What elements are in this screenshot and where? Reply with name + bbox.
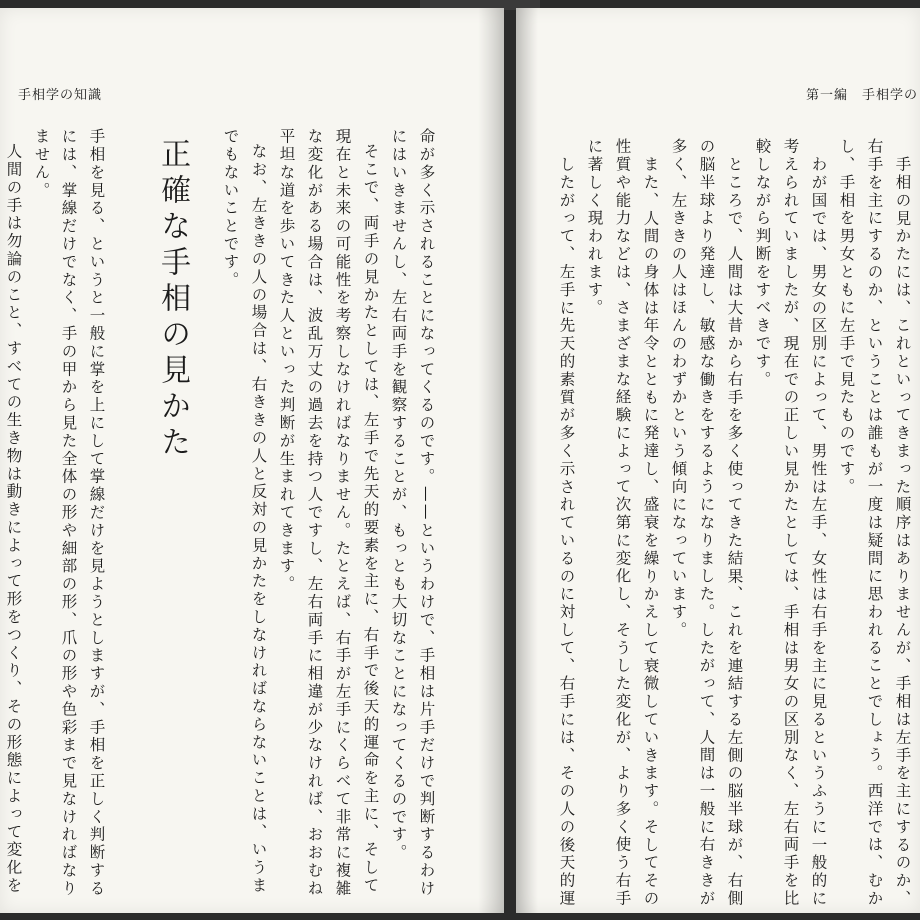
left-text-line: には、掌線だけでなく、手の甲から見た全体の形や細部の形、爪の形や色彩まで見なければなり: [59, 128, 78, 898]
right-text-line: 多く、左ききの人はほんのわずかという傾向になっています。: [669, 138, 688, 640]
left-text-line: なお、左ききの人の場合は、右ききの人と反対の見かたをしなければならないことは、いうま: [249, 143, 268, 895]
left-text-line: にはいきませんし、左右両手を観察することが、もっとも大切なことになってくるのです。: [389, 128, 408, 862]
left-text-line: 現在と未来の可能性を考察しなければなりません。たとえば、右手が左手にくらべて非常に複雑: [333, 128, 352, 898]
left-page: [0, 8, 504, 913]
right-page: [516, 8, 920, 913]
right-text-line: に著しく現われます。: [585, 138, 604, 317]
right-text-line: 較しながら判断をすべきです。: [753, 138, 772, 389]
left-text-line: 平坦な道を歩いてきた人といった判断が生まれてきます。: [277, 128, 296, 594]
left-text-line: 人間の手は勿論のこと、すべての生き物は動きによって形をつくり、その形態によって変化を: [4, 143, 23, 895]
right-text-line: 考えられていましたが、現在での正しい見かたとしては、手相は男女の区別なく、左右両手を比: [781, 138, 800, 908]
right-text-line: わが国では、男女の区別によって、男性は左手、女性は右手を主に見るというふうに一般的に: [809, 156, 828, 908]
left-gutter-shadow: [478, 8, 504, 913]
right-text-line: 右手を主にするのか、ということは誰もが一度は疑問に思われることでしょう。西洋では、むか: [865, 138, 884, 908]
left-text-line: ません。: [32, 128, 51, 200]
right-text-line: 手相の見かたには、これといってきまった順序はありませんが、手相は左手を主にするのか、: [893, 156, 912, 908]
right-gutter-shadow: [516, 8, 538, 913]
left-text-line: 手相を見る、というと一般に掌を上にして掌線だけを見ようとしますが、手相を正しく判断する: [87, 128, 106, 898]
right-text-line: し、手相を男女ともに左手で見たものです。: [837, 138, 856, 496]
right-text-line: ところで、人間は大昔から右手を多く使ってきた結果、これを連結する左側の脳半球が、右側: [725, 156, 744, 908]
right-running-head: 第一編 手相学の: [806, 88, 919, 103]
left-text-line: な変化がある場合は、波乱万丈の過去を持つ人ですし、左右両手に相違が少なければ、おおむね: [305, 128, 324, 898]
left-text-line: 命が多く示されることになってくるのです。——というわけで、手相は片手だけで判断するわけ: [417, 128, 436, 898]
right-text-line: 性質や能力などは、さまざまな経験によって次第に変化し、そうした変化が、より多く使う右手: [613, 138, 632, 908]
right-text-line: また、人間の身体は年令とともに発達し、盛衰を繰りかえして衰微していきます。そしてその: [641, 156, 660, 908]
left-text-line: そこで、両手の見かたとしては、左手で先天的要素を主に、右手で後天的運命を主に、そして: [361, 143, 380, 895]
left-text-line: でもないことです。: [221, 128, 240, 290]
right-text-line: の脳半球より発達し、敏感な働きをするようになりました。したがって、人間は一般に右ききが: [697, 138, 716, 908]
right-text-line: したがって、左手に先天的素質が多く示されているのに対して、右手には、その人の後天的運: [557, 156, 576, 908]
left-running-head: 手相学の知識: [18, 88, 103, 103]
section-heading: 正確な手相の見かた: [155, 138, 191, 462]
